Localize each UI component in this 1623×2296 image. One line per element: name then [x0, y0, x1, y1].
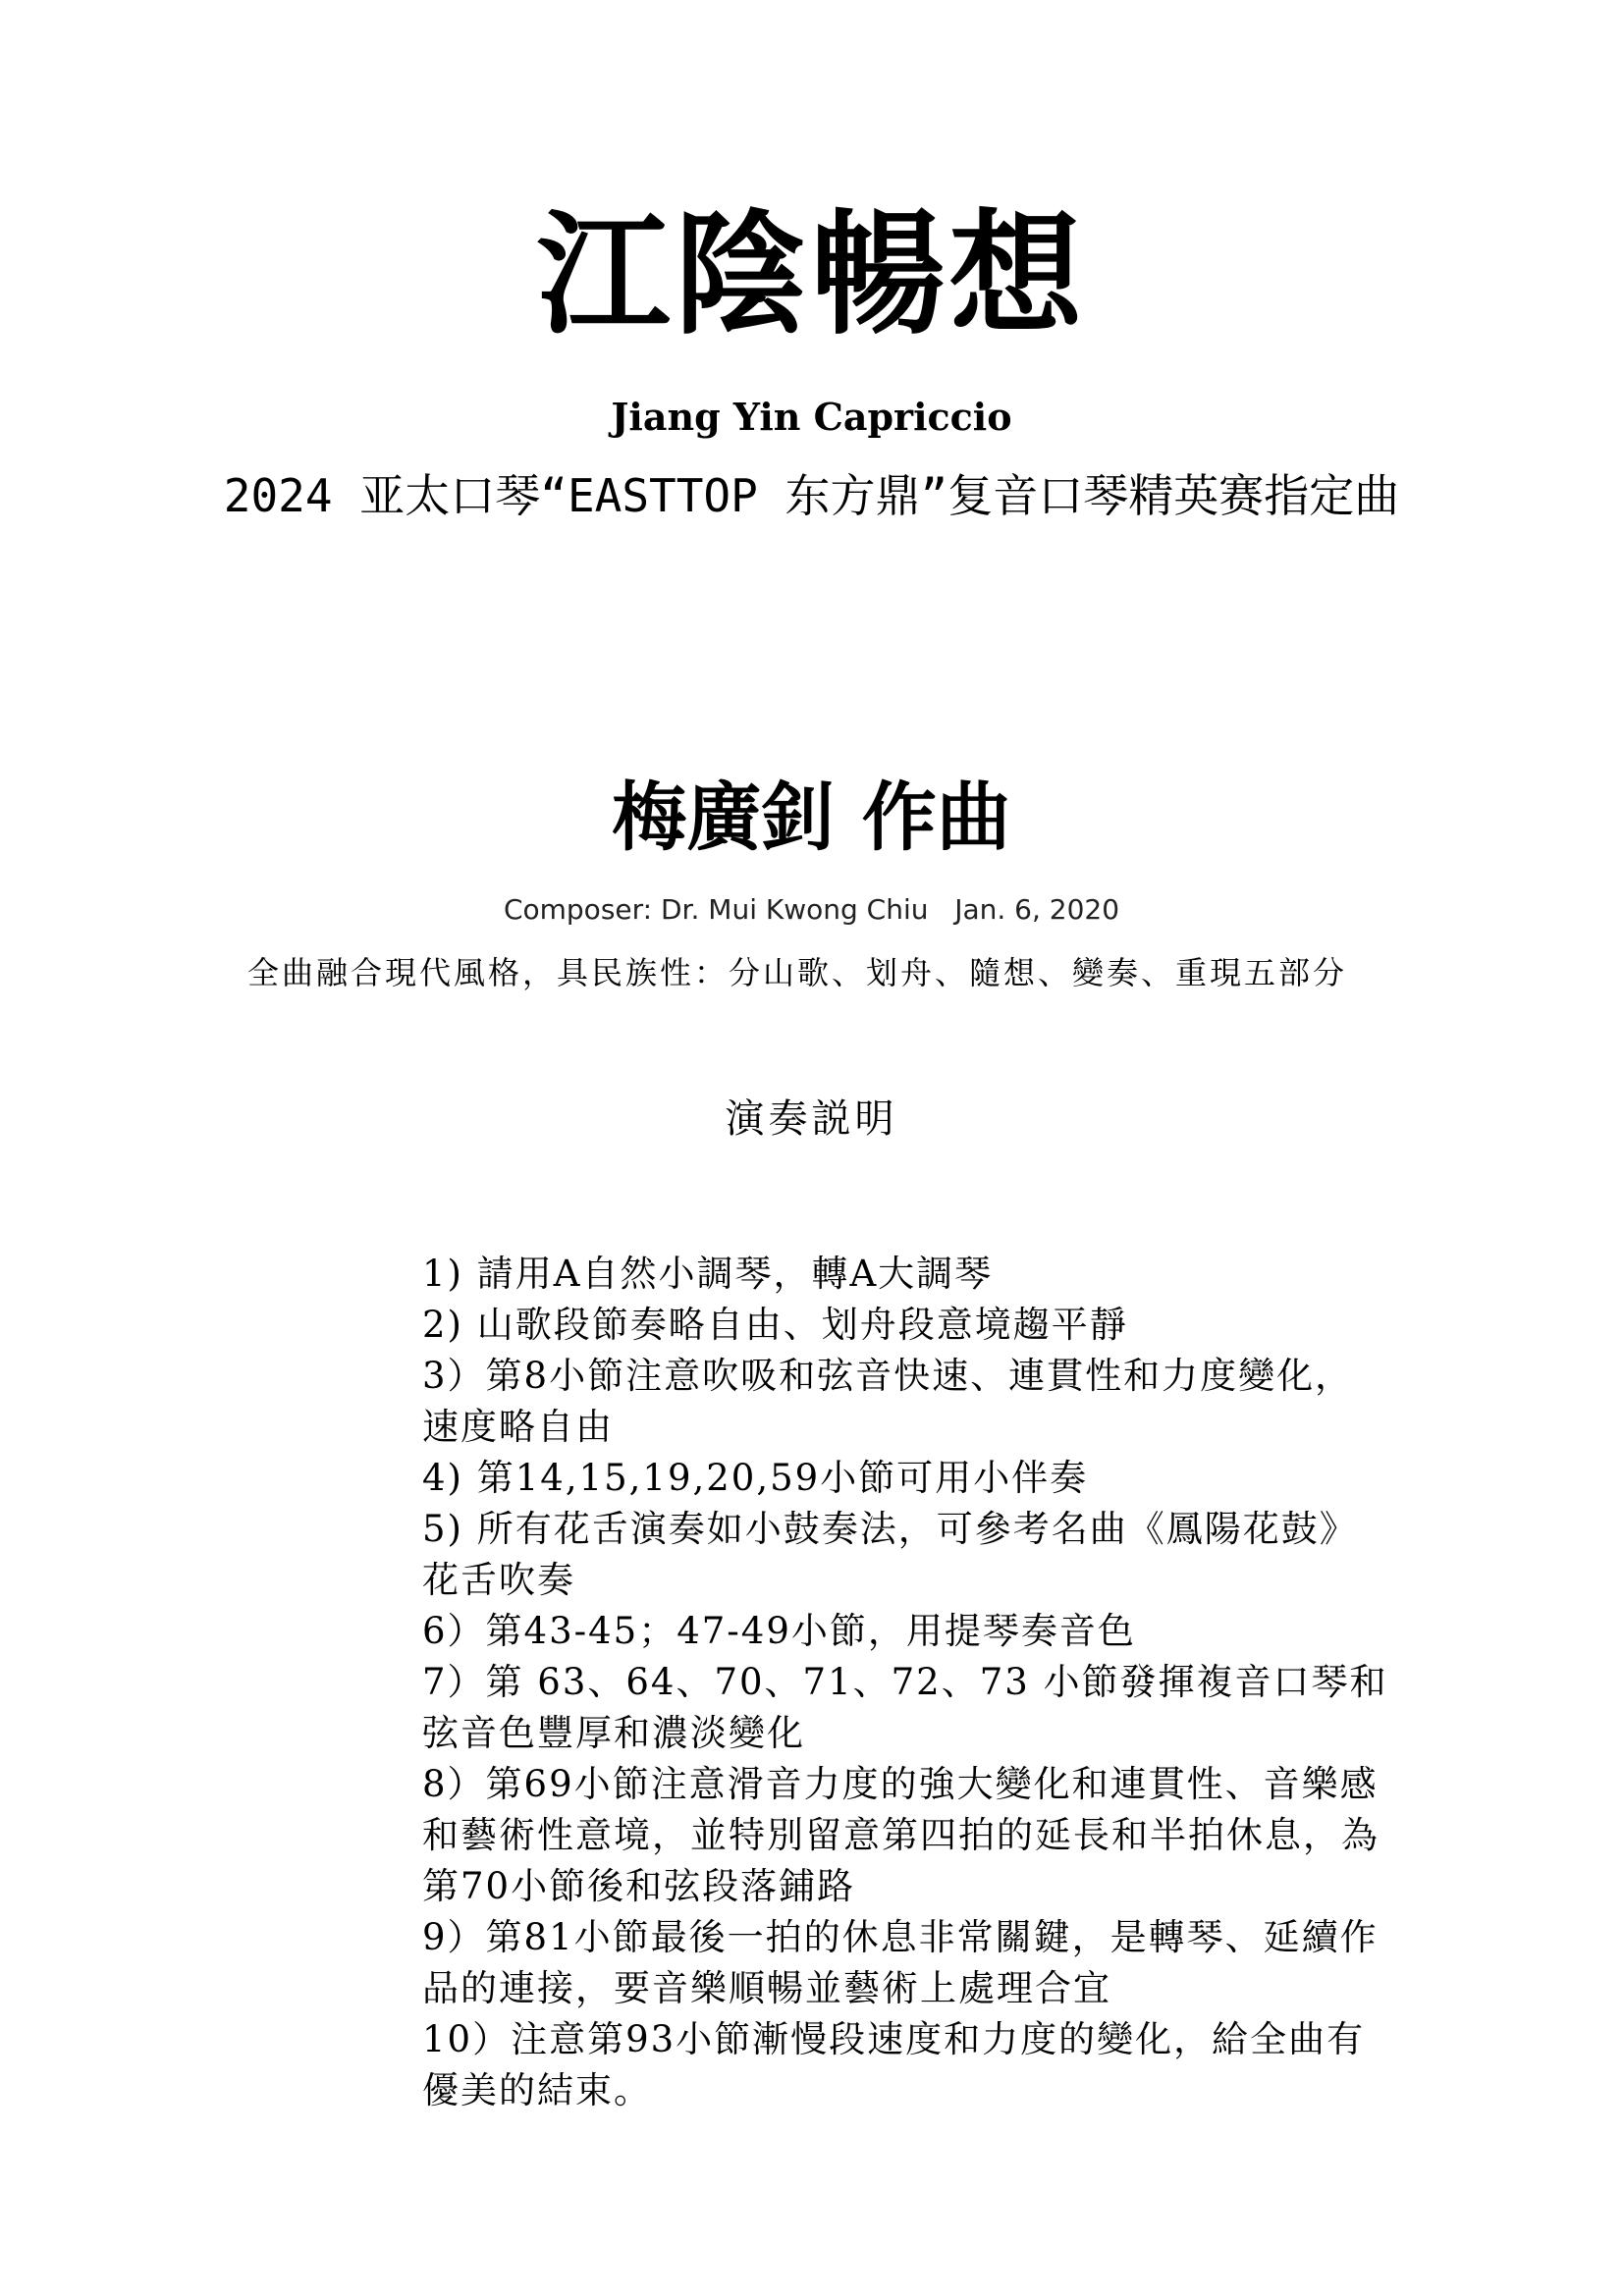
instruction-item: 2) 山歌段節奏略自由、划舟段意境趨平靜 [422, 1304, 1128, 1346]
instruction-item: 10）注意第93小節漸慢段速度和力度的變化，給全曲有優美的結束。 [422, 2018, 1366, 2111]
instruction-item: 9）第81小節最後一拍的休息非常關鍵，是轉琴、延續作品的連接，要音樂順暢並藝術上處理合宜 [422, 1916, 1379, 2009]
style-note: 全曲融合現代風格，具民族性：分山歌、划舟、隨想、變奏、重現五部分 [247, 954, 1348, 991]
instruction-item: 8）第69小節注意滑音力度的強大變化和連貫性、音樂感和藝術性意境，並特別留意第四拍的延長和半拍休息，為第70小節後和弦段落鋪路 [422, 1763, 1380, 1907]
composer-credit: Composer: Dr. Mui Kwong Chiu Jan. 6, 2020 [503, 893, 1120, 926]
instruction-item: 5) 所有花舌演奏如小鼓奏法，可參考名曲《鳳陽花鼓》花舌吹奏 [422, 1508, 1358, 1601]
instructions-heading: 演奏説明 [725, 1096, 898, 1142]
instruction-item: 6）第43-45；47-49小節，用提琴奏音色 [422, 1610, 1136, 1652]
page-title: 江陰暢想 [536, 196, 1087, 353]
english-title: Jiang Yin Capriccio [611, 395, 1012, 439]
competition-subtitle: 2024 亚太口琴“EASTTOP 东方鼎”复音口琴精英赛指定曲 [223, 469, 1400, 522]
composer-heading: 梅廣釗 作曲 [612, 774, 1011, 861]
instruction-item: 7）第 63、64、70、71、72、73 小節發揮複音口琴和弦音色豐厚和濃淡變化 [422, 1661, 1388, 1754]
instruction-item: 4) 第14,15,19,20,59小節可用小伴奏 [422, 1457, 1089, 1499]
instructions-list [422, 1249, 1389, 2116]
instruction-item: 3）第8小節注意吹吸和弦音快速、連貫性和力度變化，速度略自由 [422, 1355, 1354, 1448]
instruction-item: 1) 請用A自然小調琴，轉A大調琴 [422, 1253, 994, 1295]
